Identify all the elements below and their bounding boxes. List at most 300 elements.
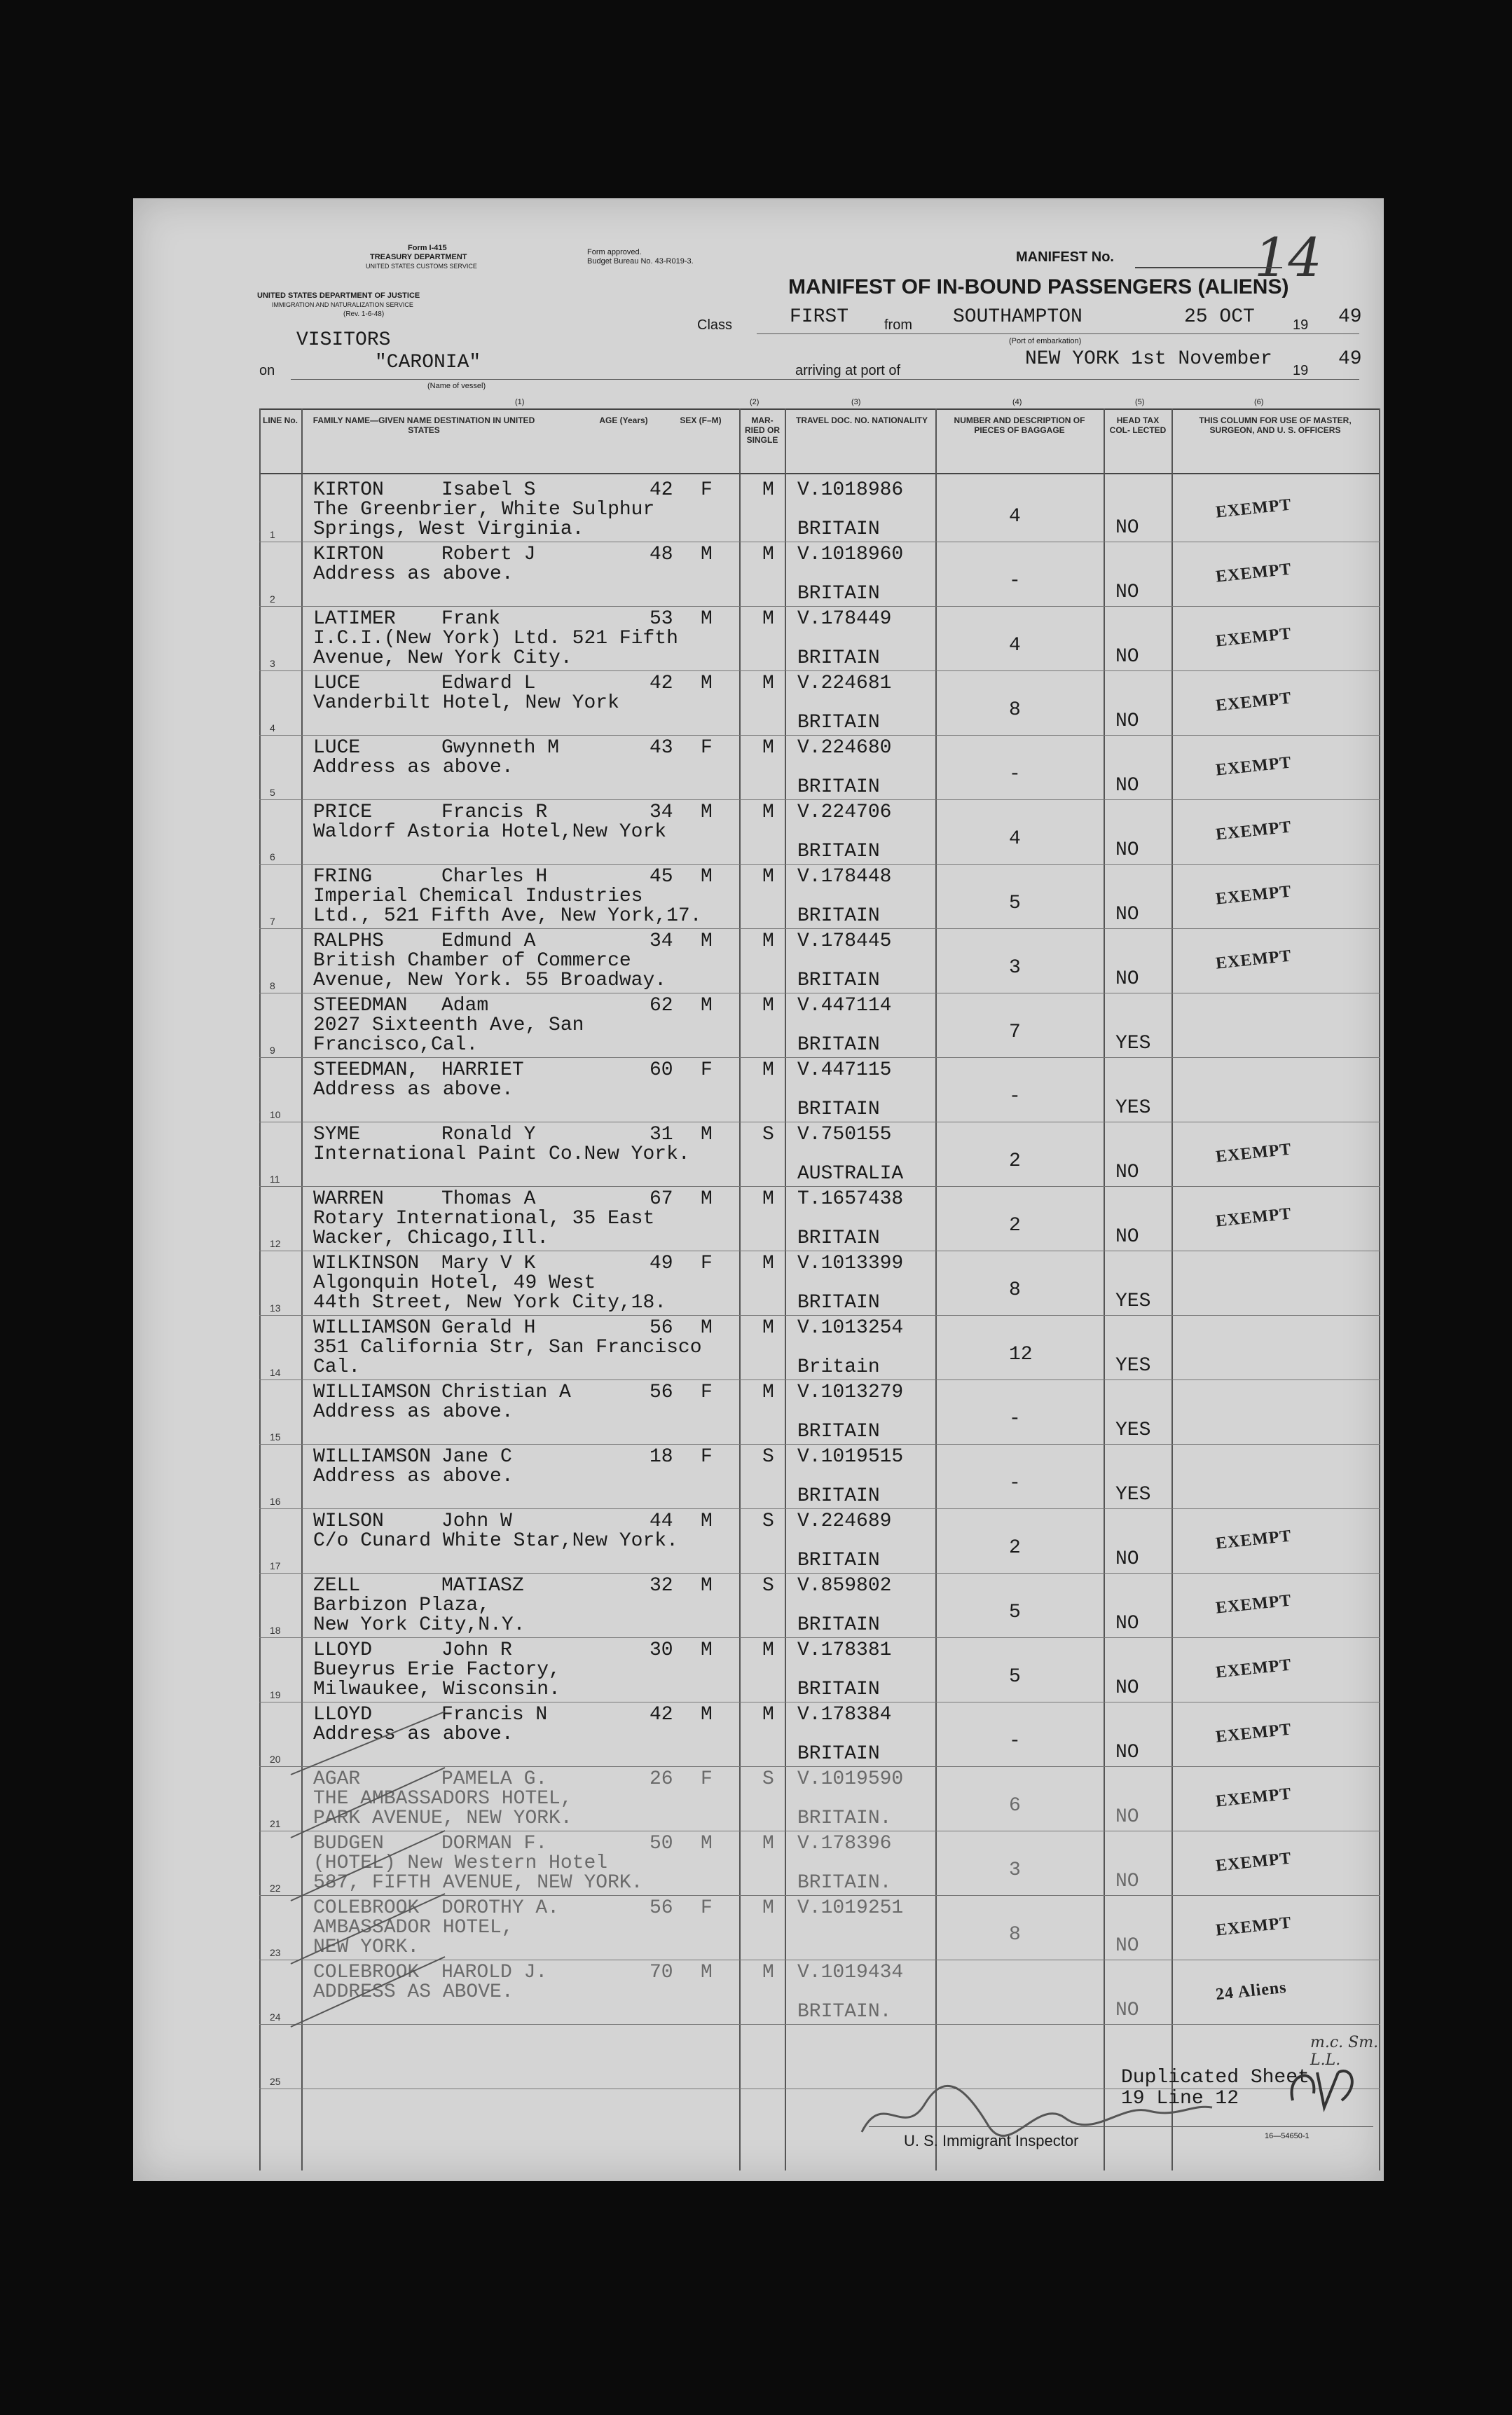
given-name: HARRIET [441, 1059, 524, 1081]
family-name: KIRTON [313, 479, 384, 501]
baggage-count: 8 [1009, 1279, 1021, 1301]
duplicated-sheet: Duplicated Sheet [1121, 2067, 1310, 2089]
family-name: WILSON [313, 1511, 384, 1532]
nationality: BRITAIN [797, 712, 880, 734]
line-number: 13 [270, 1302, 281, 1314]
line-number: 18 [270, 1625, 281, 1636]
family-name: STEEDMAN [313, 995, 408, 1017]
baggage-count: 2 [1009, 1215, 1021, 1237]
officer-stamp: EXEMPT [1214, 495, 1293, 522]
age: 43 [650, 737, 673, 759]
line-number: 7 [270, 916, 275, 927]
port-embark-caption: (Port of embarkation) [1009, 337, 1082, 345]
baggage-count: - [1009, 764, 1021, 785]
age: 26 [650, 1768, 673, 1790]
col-divider [739, 408, 741, 2170]
nationality: BRITAIN. [797, 1872, 892, 1894]
family-name: LATIMER [313, 608, 396, 630]
line-number: 22 [270, 1883, 281, 1894]
nationality: BRITAIN [797, 905, 880, 927]
given-name: Charles H [441, 866, 548, 888]
row-divider [259, 735, 1380, 736]
visitors-label: VISITORS [296, 329, 391, 351]
given-name: Frank [441, 608, 501, 630]
line-number: 21 [270, 1818, 281, 1829]
head-tax: NO [1115, 1613, 1139, 1635]
travel-doc-no: T.1657438 [797, 1188, 904, 1210]
address-line-2: Francisco,Cal. [313, 1034, 479, 1056]
given-name: PAMELA G. [441, 1768, 548, 1790]
age: 56 [650, 1317, 673, 1339]
marital-status: M [762, 1704, 774, 1726]
nationality: BRITAIN [797, 647, 880, 669]
baggage-count: 3 [1009, 957, 1021, 979]
nationality: AUSTRALIA [797, 1163, 904, 1185]
family-name: KIRTON [313, 544, 384, 565]
address-line-2: Ltd., 521 Fifth Ave, New York,17. [313, 905, 702, 927]
baggage-count: 5 [1009, 1602, 1021, 1623]
head-tax: NO [1115, 1548, 1139, 1570]
address-line-1: AMBASSADOR HOTEL, [313, 1917, 514, 1939]
aliens-note: m.c. Sm. L.L. [1310, 2034, 1379, 2069]
travel-doc-no: V.178448 [797, 866, 892, 888]
travel-doc-no: V.1013399 [797, 1253, 904, 1274]
age: 67 [650, 1188, 673, 1210]
head-tax: NO [1115, 1742, 1139, 1763]
class-label: Class [697, 317, 733, 333]
given-name: Edmund A [441, 930, 536, 952]
row-divider [259, 1444, 1380, 1445]
sex: F [701, 1446, 713, 1468]
address-line-1: Rotary International, 35 East [313, 1208, 655, 1230]
family-name: COLEBROOK [313, 1962, 420, 1983]
marital-status: M [762, 1188, 774, 1210]
treasury-dept: TREASURY DEPARTMENT [370, 253, 467, 261]
sex: M [701, 1833, 713, 1855]
line-number: 17 [270, 1560, 281, 1571]
nationality: BRITAIN [797, 1679, 880, 1700]
given-name: Francis N [441, 1704, 548, 1726]
nationality: BRITAIN [797, 841, 880, 862]
address-line-1: I.C.I.(New York) Ltd. 521 Fifth [313, 628, 678, 649]
travel-doc-no: V.1018960 [797, 544, 904, 565]
sex: M [701, 1575, 713, 1597]
nationality: BRITAIN. [797, 2001, 892, 2023]
address-line-2: NEW YORK. [313, 1936, 420, 1958]
arrival-year-prefix: 19 [1293, 363, 1309, 378]
family-name: ZELL [313, 1575, 361, 1597]
marital-status: S [762, 1768, 774, 1790]
sex: M [701, 544, 713, 565]
revision: (Rev. 1-6-48) [343, 310, 385, 318]
nationality: BRITAIN [797, 1292, 880, 1314]
year-value: 49 [1338, 306, 1362, 328]
col-divider [935, 408, 937, 2170]
family-name: AGAR [313, 1768, 361, 1790]
colnum-2: (2) [750, 398, 760, 406]
head-tax: YES [1115, 1097, 1151, 1119]
travel-doc-no: V.750155 [797, 1124, 892, 1145]
officer-stamp: EXEMPT [1214, 1849, 1293, 1876]
nationality: BRITAIN [797, 1421, 880, 1443]
sex: F [701, 737, 713, 759]
age: 34 [650, 801, 673, 823]
nationality: BRITAIN [797, 1227, 880, 1249]
marital-status: M [762, 1253, 774, 1274]
travel-doc-no: V.447114 [797, 995, 892, 1017]
family-name: SYME [313, 1124, 361, 1145]
family-name: WARREN [313, 1188, 384, 1210]
col-header-line: LINE No. [263, 415, 298, 425]
baggage-count: 12 [1009, 1344, 1033, 1365]
travel-doc-no: V.224681 [797, 673, 892, 694]
travel-doc-no: V.1019434 [797, 1962, 904, 1983]
sex: F [701, 1768, 713, 1790]
marital-status: M [762, 608, 774, 630]
row-divider [259, 670, 1380, 671]
head-tax: YES [1115, 1484, 1151, 1506]
baggage-count: 8 [1009, 1924, 1021, 1946]
head-tax: NO [1115, 839, 1139, 861]
travel-doc-no: V.1013254 [797, 1317, 904, 1339]
address-line-1: Bueyrus Erie Factory, [313, 1659, 561, 1681]
head-tax: NO [1115, 710, 1139, 732]
marital-status: M [762, 866, 774, 888]
inspector-signature [855, 2076, 1219, 2146]
given-name: Adam [441, 995, 489, 1017]
age: 56 [650, 1897, 673, 1919]
sex: F [701, 479, 713, 501]
colnum-6: (6) [1254, 398, 1264, 406]
baggage-count: - [1009, 1408, 1021, 1430]
line-number: 23 [270, 1947, 281, 1958]
col-divider [1379, 408, 1380, 2170]
line-number: 16 [270, 1496, 281, 1507]
colnum-5: (5) [1135, 398, 1145, 406]
baggage-count: 6 [1009, 1795, 1021, 1817]
address-line-2: Avenue, New York City. [313, 647, 572, 669]
travel-doc-no: V.1018986 [797, 479, 904, 501]
officer-stamp: EXEMPT [1214, 753, 1293, 780]
line-number: 20 [270, 1754, 281, 1765]
line-number: 6 [270, 851, 275, 862]
col-header-married: MAR- RIED OR SINGLE [744, 415, 780, 445]
travel-doc-no: V.447115 [797, 1059, 892, 1081]
line-number: 11 [270, 1174, 280, 1185]
address-line-2: Milwaukee, Wisconsin. [313, 1679, 561, 1700]
given-name: Mary V K [441, 1253, 536, 1274]
travel-doc-no: V.224680 [797, 737, 892, 759]
baggage-count: 2 [1009, 1150, 1021, 1172]
duplicated-line-ref: 19 Line 12 [1121, 2088, 1239, 2110]
head-tax: NO [1115, 646, 1139, 668]
line-number: 19 [270, 1689, 281, 1700]
row-divider [259, 1186, 1380, 1187]
address-line-2: 44th Street, New York City,18. [313, 1292, 667, 1314]
family-name: WILLIAMSON [313, 1382, 432, 1403]
line-number: 5 [270, 787, 275, 798]
officer-stamp: EXEMPT [1214, 1204, 1293, 1231]
vessel-name: "CARONIA" [375, 352, 481, 373]
age: 44 [650, 1511, 673, 1532]
nationality: BRITAIN [797, 776, 880, 798]
inspector-caption: U. S. Immigrant Inspector [904, 2132, 1079, 2149]
marital-status: M [762, 1833, 774, 1855]
sex: M [701, 866, 713, 888]
address-line-1: Address as above. [313, 1723, 514, 1745]
given-name: Francis R [441, 801, 548, 823]
given-name: HAROLD J. [441, 1962, 548, 1983]
address-line-1: Barbizon Plaza, [313, 1595, 490, 1616]
address-line-2: Springs, West Virginia. [313, 518, 584, 540]
age: 42 [650, 479, 673, 501]
sex: F [701, 1059, 713, 1081]
travel-doc-no: V.1019251 [797, 1897, 904, 1919]
inspector-initials [1282, 2058, 1359, 2114]
budget-bureau: Budget Bureau No. 43-R019-3. [587, 257, 694, 266]
marital-status: M [762, 544, 774, 565]
age: 34 [650, 930, 673, 952]
address-line-1: Vanderbilt Hotel, New York [313, 692, 619, 714]
age: 62 [650, 995, 673, 1017]
marital-status: M [762, 1639, 774, 1661]
marital-status: S [762, 1124, 774, 1145]
family-name: LLOYD [313, 1704, 373, 1726]
row-divider [259, 1573, 1380, 1574]
nationality: BRITAIN [797, 1034, 880, 1056]
baggage-count: 4 [1009, 506, 1021, 528]
row-divider [259, 606, 1380, 607]
family-name: RALPHS [313, 930, 384, 952]
given-name: Christian A [441, 1382, 571, 1403]
nationality: BRITAIN [797, 1099, 880, 1120]
line-number: 25 [270, 2076, 281, 2087]
age: 32 [650, 1575, 673, 1597]
given-name: DORMAN F. [441, 1833, 548, 1855]
ins-service: IMMIGRATION AND NATURALIZATION SERVICE [272, 301, 413, 308]
officer-stamp: EXEMPT [1214, 1591, 1293, 1618]
baggage-count: - [1009, 1731, 1021, 1752]
on-label: on [259, 363, 275, 378]
manifest-no-rule [1135, 267, 1282, 268]
col-divider [785, 408, 786, 2170]
family-name: WILKINSON [313, 1253, 420, 1274]
given-name: Jane C [441, 1446, 512, 1468]
baggage-count: 4 [1009, 635, 1021, 656]
head-tax: NO [1115, 1806, 1139, 1828]
address-line-2: Avenue, New York. 55 Broadway. [313, 970, 667, 991]
baggage-count: 7 [1009, 1021, 1021, 1043]
baggage-count: 5 [1009, 1666, 1021, 1688]
col-header-head-tax: HEAD TAX COL- LECTED [1109, 415, 1167, 435]
address-line-1: Address as above. [313, 757, 514, 778]
officer-stamp: EXEMPT [1214, 1784, 1293, 1811]
marital-status: M [762, 801, 774, 823]
sex: M [701, 995, 713, 1017]
head-tax: NO [1115, 904, 1139, 926]
address-line-1: The Greenbrier, White Sulphur [313, 499, 655, 521]
age: 56 [650, 1382, 673, 1403]
address-line-1: British Chamber of Commerce [313, 950, 631, 972]
marital-status: M [762, 1897, 774, 1919]
head-tax: NO [1115, 968, 1139, 990]
sex: F [701, 1897, 713, 1919]
manifest-sheet [133, 198, 1384, 2181]
marital-status: M [762, 737, 774, 759]
arriving-label: arriving at port of [795, 363, 901, 378]
nationality: BRITAIN [797, 1550, 880, 1571]
address-line-1: (HOTEL) New Western Hotel [313, 1852, 608, 1874]
family-name: FRING [313, 866, 373, 888]
family-name: BUDGEN [313, 1833, 384, 1855]
officer-stamp: EXEMPT [1214, 624, 1293, 651]
age: 30 [650, 1639, 673, 1661]
marital-status: M [762, 1962, 774, 1983]
address-line-1: Address as above. [313, 1401, 514, 1423]
marital-status: M [762, 930, 774, 952]
head-tax: NO [1115, 582, 1139, 603]
travel-doc-no: V.178445 [797, 930, 892, 952]
travel-doc-no: V.1019515 [797, 1446, 904, 1468]
officer-stamp: EXEMPT [1214, 1913, 1293, 1940]
marital-status: M [762, 995, 774, 1017]
marital-status: M [762, 1382, 774, 1403]
address-line-1: Algonquin Hotel, 49 West [313, 1272, 596, 1294]
table-top-rule [259, 408, 1380, 410]
address-line-2: New York City,N.Y. [313, 1614, 525, 1636]
address-line-1: ADDRESS AS ABOVE. [313, 1981, 514, 2003]
nationality: BRITAIN [797, 1614, 880, 1636]
col-divider [1171, 408, 1173, 2170]
col-divider [1104, 408, 1105, 2170]
address-line-1: Imperial Chemical Industries [313, 886, 643, 907]
colnum-4: (4) [1012, 398, 1022, 406]
row-divider [259, 1315, 1380, 1316]
family-name: LUCE [313, 673, 361, 694]
address-line-1: Waldorf Astoria Hotel,New York [313, 821, 667, 843]
address-line-1: 2027 Sixteenth Ave, San [313, 1014, 584, 1036]
vessel-rule [291, 379, 1359, 380]
travel-doc-no: V.1013279 [797, 1382, 904, 1403]
line-number: 15 [270, 1431, 281, 1443]
colnum-3: (3) [851, 398, 861, 406]
line-number: 4 [270, 722, 275, 734]
baggage-count: 5 [1009, 893, 1021, 914]
head-tax: NO [1115, 1677, 1139, 1699]
address-line-1: Address as above. [313, 1466, 514, 1487]
baggage-count: - [1009, 1473, 1021, 1494]
nationality: Britain [797, 1356, 880, 1378]
marital-status: M [762, 1059, 774, 1081]
baggage-count: - [1009, 1086, 1021, 1108]
nationality: BRITAIN [797, 583, 880, 605]
family-name: COLEBROOK [313, 1897, 420, 1919]
baggage-count: 3 [1009, 1859, 1021, 1881]
head-tax: NO [1115, 2000, 1139, 2021]
age: 18 [650, 1446, 673, 1468]
given-name: Thomas A [441, 1188, 536, 1210]
address-line-1: International Paint Co.New York. [313, 1143, 690, 1165]
officer-stamp: EXEMPT [1214, 689, 1293, 715]
travel-doc-no: V.178381 [797, 1639, 892, 1661]
nationality: BRITAIN. [797, 1808, 892, 1829]
given-name: Gerald H [441, 1317, 536, 1339]
sex: M [701, 1317, 713, 1339]
line-number: 1 [270, 529, 275, 540]
travel-doc-no: V.224706 [797, 801, 892, 823]
row-divider [259, 928, 1380, 929]
sex: M [701, 1704, 713, 1726]
given-name: Edward L [441, 673, 536, 694]
address-line-1: Address as above. [313, 1079, 514, 1101]
nationality: BRITAIN [797, 970, 880, 991]
col-header-age: AGE (Years) [599, 415, 648, 425]
marital-status: S [762, 1511, 774, 1532]
class-value: FIRST [790, 306, 849, 328]
sex: M [701, 1962, 713, 1983]
sex: M [701, 1511, 713, 1532]
head-tax: YES [1115, 1419, 1151, 1441]
row-divider [259, 864, 1380, 865]
given-name: MATIASZ [441, 1575, 524, 1597]
manifest-title: MANIFEST OF IN-BOUND PASSENGERS (ALIENS) [788, 275, 1289, 298]
address-line-2: PARK AVENUE, NEW YORK. [313, 1808, 572, 1829]
given-name: DOROTHY A. [441, 1897, 560, 1919]
year-prefix: 19 [1293, 317, 1309, 333]
marital-status: M [762, 1317, 774, 1339]
colnum-1: (1) [515, 398, 525, 406]
line-number: 9 [270, 1045, 275, 1056]
address-line-2: Cal. [313, 1356, 361, 1378]
sex: F [701, 1253, 713, 1274]
print-code: 16—54650-1 [1265, 2132, 1310, 2140]
head-tax: NO [1115, 775, 1139, 797]
arrival-year: 49 [1338, 348, 1362, 370]
age: 42 [650, 673, 673, 694]
head-tax: NO [1115, 1162, 1139, 1183]
form-approved: Form approved. [587, 248, 642, 256]
age: 31 [650, 1124, 673, 1145]
given-name: Gwynneth M [441, 737, 560, 759]
address-line-1: C/o Cunard White Star,New York. [313, 1530, 678, 1552]
head-tax: YES [1115, 1033, 1151, 1054]
nationality: BRITAIN [797, 1743, 880, 1765]
row-divider [259, 1057, 1380, 1058]
given-name: John W [441, 1511, 512, 1532]
age: 70 [650, 1962, 673, 1983]
col-divider [259, 408, 261, 2170]
row-divider [259, 799, 1380, 800]
line-number: 2 [270, 593, 275, 605]
family-name: STEEDMAN, [313, 1059, 420, 1081]
marital-status: M [762, 673, 774, 694]
address-line-1: THE AMBASSADORS HOTEL, [313, 1788, 572, 1810]
line-number: 12 [270, 1238, 281, 1249]
officer-stamp: EXEMPT [1214, 1656, 1293, 1682]
head-tax: NO [1115, 1871, 1139, 1892]
marital-status: M [762, 479, 774, 501]
age: 53 [650, 608, 673, 630]
line-number: 24 [270, 2011, 281, 2023]
col-header-officers: THIS COLUMN FOR USE OF MASTER, SURGEON, AND U. S. OFFICERS [1199, 415, 1352, 435]
baggage-count: 8 [1009, 699, 1021, 721]
officer-stamp: EXEMPT [1214, 818, 1293, 844]
address-line-1: Address as above. [313, 563, 514, 585]
officer-stamp: EXEMPT [1214, 1720, 1293, 1747]
head-tax: NO [1115, 1935, 1139, 1957]
justice-dept: UNITED STATES DEPARTMENT OF JUSTICE [257, 291, 420, 300]
travel-doc-no: V.224689 [797, 1511, 892, 1532]
